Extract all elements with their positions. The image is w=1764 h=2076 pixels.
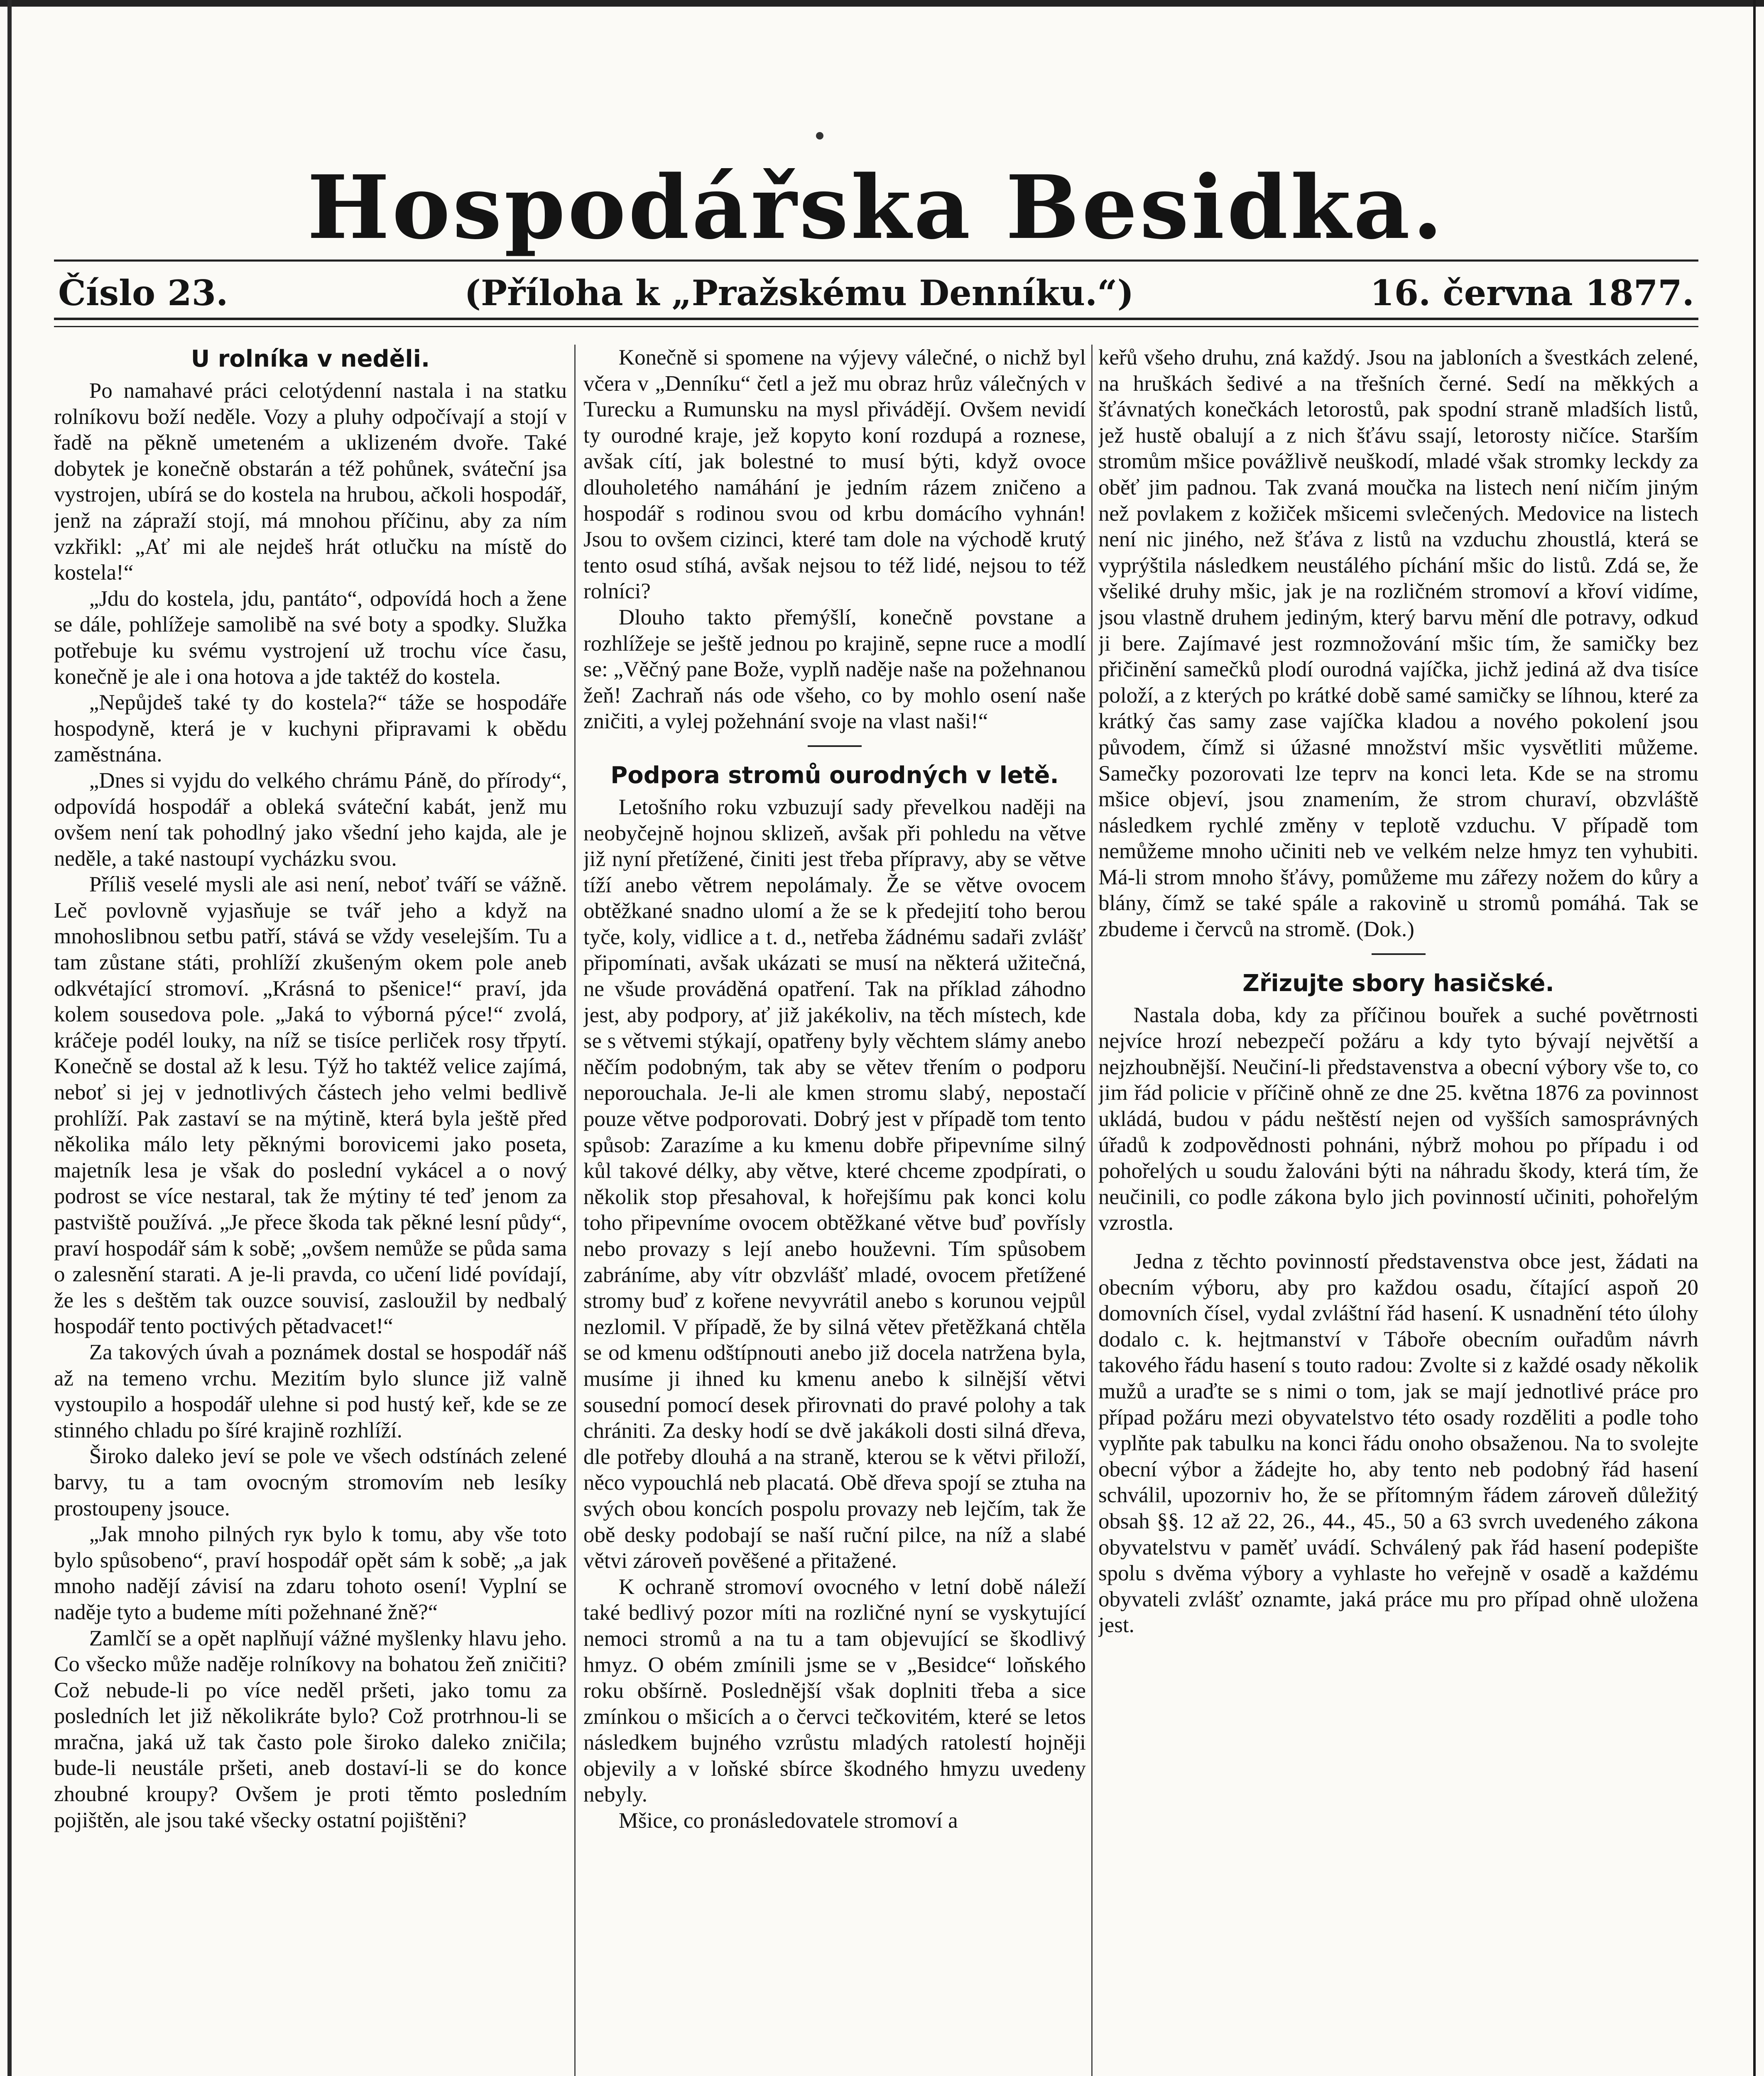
column-divider bbox=[1091, 345, 1093, 2076]
issue-number: Číslo 23. bbox=[58, 272, 228, 313]
paragraph: Konečně si spomene na výjevy válečné, o nichž byl včera v „Denníku“ četl a jež mu obraz hrůz válečných v Turecku a Rumunsku na mysl přivádějí. Ovšem nevidí ty ourodné kraje, jež kopyto koní rozdupá a roznese, avšak cítí, jak bolestné to musí býti, když ovoce dlouholetého namáhání je jedním rázem zničeno a hospodář s rodinou svou od krbu domácího vyhnán! Jsou to ovšem cizinci, které tam dole na východě krutý tento osud stíhá, avšak nejsou to též lidé, nejsou to též rolníci? bbox=[583, 345, 1086, 604]
column-2 bbox=[583, 345, 1086, 2076]
paragraph: Zamlčí se a opět naplňují vážné myšlenky hlavu jeho. Co všecko může naděje rolníkovy na bohatou žeň zničiti? Což nebude-li po více neděl pršeti, jako tomu za posledních let již několikráte bylo? Což protrhnou-li se mračna, jaká už tak často pole široko daleko zničila; bude-li neustále pršeti, aneb dostaví-li se do konce zhoubné kroupy? Ovšem je proti těmto posledním pojištěn, ale jsou také všecky ostatní pojištěni? bbox=[54, 1626, 567, 1832]
paragraph: Letošního roku vzbuzují sady převelkou naději na neobyčejně hojnou sklizeň, avšak při pohledu na větve již nyní přetížené, činiti jest třeba přípravy, aby se větve tíží anebo větrem nepolámaly. Že se větve ovocem obtěžkané snadno ulomí a že se k předejití toho berou tyče, koly, vidlice a t. d., netřeba žádnému sadaři zvlášť připomínati, avšak ukázati se musí na některá užitečná, ne všude prováděná opatření. Tak na příklad záhodno jest, aby podpory, ať již jakékoliv, na těch místech, kde se s větvemi stýkají, opatřeny byly věchtem slámy anebo něčím podobným, tak aby se větev třením o podporu neporouchala. Je-li ale kmen stromu slabý, nepostačí pouze větve podporovati. Dobrý jest v případě tom tento spůsob: Zarazíme a ku kmenu dobře připevníme silný kůl takové délky, aby větve, které chceme zpodpírati, o několik stop přesahoval, k hořejšímu pak konci kolu toho připevníme ovocem obtěžkané větve buď povřísly nebo provazy s lejí anebo houževni. Tím spůsobem zabráníme, aby vítr obzvlášť mladé, ovocem přetížené stromy buď z kořene nevyvrátil anebo s korunou vejpůl nezlomil. V případě, že by silná větev přetěžkaná chtěla se od kmenu odštípnouti anebo již docela natržena byla, musíme ji ihned ku kmenu anebo k silnější větvi sousední pomocí desek přirovnati do pravé polohy a tak chrániti. Za desky hodí se dvě jakákoli dosti silná dřeva, dle potřeby dlouhá a na straně, kterou se k větvi přiloží, něco vypouchlá neb placatá. Obě dřeva spojí se ztuha na svých obou koncích pospolu provazy neb lejčím, tak že obě desky podobají se naší ruční pilce, na níž a slabé větvi zároveň pověšené a přitažené. bbox=[583, 795, 1086, 1573]
article-title: U rolníka v neděli. bbox=[191, 345, 430, 372]
issue-date: 16. června 1877. bbox=[1370, 272, 1694, 313]
column-1 bbox=[54, 345, 567, 2076]
top-border bbox=[0, 0, 1764, 7]
left-border bbox=[7, 0, 12, 2076]
paragraph: Široko daleko jeví se pole ve všech odstínách zelené barvy, tu a tam ovocným stromovím neb lesíky prostoupeny jsouce. bbox=[54, 1444, 567, 1520]
article-title: Podpora stromů ourodných v letě. bbox=[610, 761, 1059, 789]
masthead-title: Hospodářska Besidka. bbox=[307, 156, 1446, 259]
paragraph: „Jdu do kostela, jdu, pantáto“, odpovídá hoch a žene se dále, pohlížeje samolibě na své boty a spodky. Služka potřebuje ku svému vystrojení už trochu více času, konečně je ale i ona hotova a jde taktéž do kostela. bbox=[54, 586, 567, 689]
column-3 bbox=[1098, 345, 1698, 2076]
paragraph: Po namahavé práci celotýdenní nastala i na statku rolníkovu boží neděle. Vozy a pluhy odpočívají a stojí v řadě na pěkně umeteném a uklizeném dvoře. Také dobytek je konečně obstarán a též pohůnek, sváteční jsa vystrojen, ubírá se do kostela na hrubou, ačkoli hospodář, jenž na zápraží stojí, má mnohou příčinu, aby za ním vzkřikl: „Ať mi ale nejdeš hrát otlučku na místě do kostela!“ bbox=[54, 379, 567, 585]
supplement-note: (Příloha k „Pražskému Denníku.“) bbox=[464, 272, 1134, 313]
paragraph-gap bbox=[1098, 1236, 1698, 1249]
paragraph: Jedna z těchto povinností představenstva obce jest, žádati na obecním výboru, aby pro každou osadu, čítající aspoň 20 domovních čísel, vydal zvláštní řád hasení. K usnadnění této úlohy dodalo c. k. hejtmanství v Táboře obecním ouřadům návrh takového řádu hasení s touto radou: Zvolte si z každé osady několik mužů a uraďte se s nimi o tom, jak se mají jednotlivé práce pro případ požáru mezi obyvatelstvo této osady rozděliti a podle toho vyplňte pak tabulku na konci řádu onoho obsaženou. Na to svolejte obecní výbor a žádejte ho, aby tento neb podobný řád hasení schválil, upozorniv ho, že se přítomným řádem zároveň důležitý obsah §§. 12 až 22, 26., 44., 45., 50 a 63 svrch uvedeného zákona obyvatelstvu v paměť uvádí. Schválený pak řád hasení podepište spolu s dvěma výbory a vyhlaste ho veřejně v osadě a každému obyvateli zvlášť oznamte, jaká práce mu pro případ ohně uložena jest. bbox=[1098, 1249, 1698, 1638]
section-separator bbox=[808, 745, 862, 747]
masthead-rule bbox=[54, 260, 1698, 262]
paragraph: „Jak mnoho pilných rук bylo k tomu, aby vše toto bylo spůsobeno“, praví hospodář opět sám k sobě; „a jak mnoho nadějí závisí na zdaru tohoto osení! Vyplní se naděje tyto a budeme míti požehnané žně?“ bbox=[54, 1522, 567, 1624]
section-separator bbox=[1372, 953, 1426, 955]
article-title: Zřizujte sbory hasičské. bbox=[1242, 969, 1554, 997]
right-border bbox=[1753, 0, 1756, 2076]
paragraph: Příliš veselé mysli ale asi není, neboť tváří se vážně. Leč povlovně vyjasňuje se tvář jeho a když na mnohoslibnou setbu patří, stává se vždy veselejším. Tu a tam zůstane státi, prohlíží zkušeným okem pole aneb odkvétající stromoví. „Krásná to pšenice!“ praví, jda kolem sousedova pole. „Jaká to výborná pýce!“ zvolá, kráčeje podél louky, na níž se tisíce perliček rosy třpytí. Konečně se dostal až k lesu. Týž ho taktéž velice zajímá, neboť si jej v jednotlivých částech jeho velmi bedlivě prohlíží. Pak zastaví se na mýtině, která byla ještě před několika málo lety pěknými borovicemi jako poseta, majetník lesa je však do poslední vykácel a o nový podrost se více nestaral, tak že mýtiny té teď jenom za pastviště používá. „Je přece škoda tak pěkné lesní půdy“, praví hospodář sám k sobě; „ovšem nemůže se půda sama o zalesnění starati. A je-li pravda, co učení lidé povídají, že les s deštěm tak ouzce souvisí, zasloužil by nedbalý hospodář tento poctivých pětadvacet!“ bbox=[54, 872, 567, 1339]
header-rule-thick bbox=[54, 318, 1698, 320]
paragraph: Nastala doba, kdy za příčinou bouřek a suché povětrnosti nejvíce hrozí nebezpečí požáru a kdy tyto bývají největší a nejzhoubnější. Neučiní-li představenstva a obecní výbory vše to, co jim řád policie v příčině ohně ze dne 25. května 1876 za povinnost ukládá, budou v pádu neštěstí nejen od vyšších samosprávných úřadů k zodpovědnosti pohnáni, nýbrž mohou po případu i od pohořelých u soudu žalováni býti na náhradu škody, která tím, že neučinili, co podle zákona bylo jich povinností učiniti, pohořelým vzrostla. bbox=[1098, 1003, 1698, 1235]
paragraph: Za takových úvah a poznámek dostal se hospodář náš až na temeno vrchu. Mezitím bylo slunce již valně vystoupilo a hospodář ulehne si pod hustý keř, kde se ze stinného chladu po šíré krajině rozhlíží. bbox=[54, 1340, 567, 1442]
paragraph: keřů všeho druhu, zná každý. Jsou na jabloních a švestkách zelené, na hruškách šedivé a na třešních černé. Sedí na měkkých a šťávnatých konečkách letorostů, pak spodní straně mladších listů, jež hustě obalují a z nich šťávu ssají, letorosty ničíce. Starším stromům mšice povážlivě neuškodí, mladé však stromky leckdy za oběť jim padnou. Tak zvaná moučka na listech není ničím jiným než povlakem z kožiček mšicemi svlečených. Medovice na listech není nic jiného, než šťáva z listů na vzduchu zhoustlá, která se vyprýštila následkem neustálého píchání mšic do listů. Zdá se, že všeliké druhy mšic, jak je na rozličném stromoví a křoví vidíme, jsou vlastně druhem jediným, který barvu mění dle potravy, odkud ji bere. Zajímavé jest rozmnožování mšic tím, že samičky bez přičinění samečků plodí ourodná vajíčka, jichž jediná až dva tisíce položí, a z kterých po krátké době samé samičky se líhnou, které za krátký čas samy zase vajíčka kladou a nového pokolení jsou původem, čímž si úžasné množství mšic vysvětliti můžeme. Samečky pozorovati lze teprv na konci leta. Kde se na stromu mšice objeví, jsou znamením, že strom churaví, obzvláště následkem rychlé změny v teplotě vzduchu. V případě tom nemůžeme mnoho učiniti neb ve velkém nelze hmyz ten vyhubiti. Má-li strom mnoho šťávy, pomůžeme mu zářezy nožem do kůry a blány, čímž se také spále a rakovině u stromů pomáhá. Tak se zbudeme i červců na stromě. (Dok.) bbox=[1098, 345, 1698, 942]
ink-dot bbox=[816, 132, 823, 140]
column-divider bbox=[574, 345, 576, 2076]
header-rule-thin bbox=[54, 326, 1698, 327]
paragraph: „Nepůjdeš také ty do kostela?“ táže se hospodáře hospodyně, která je v kuchyni připravami k obědu zaměstnána. bbox=[54, 690, 567, 767]
paragraph: K ochraně stromoví ovocného v letní době náleží také bedlivý pozor míti na rozličné nyní se vyskytující nemoci stromů a na tu a tam objevující se škodlivý hmyz. O obém zmínili jsme se v „Besidce“ loňského roku obšírně. Poslednější však doplniti třeba a sice zmínkou o mšicích a o červci tečkovitém, které se letos následkem bujného vzrůstu mladých ratolestí hojněji objevily a v loňské sbírce škodného hmyzu uvedeny nebyly. bbox=[583, 1574, 1086, 1807]
paragraph: Dlouho takto přemýšlí, konečně povstane a rozhlížeje se ještě jednou po krajině, sepne ruce a modlí se: „Věčný pane Bože, vyplň naděje naše na požehnanou žeň! Zachraň nás ode všeho, co by mohlo osení naše zničiti, a vylej požehnání svoje na vlast naši!“ bbox=[583, 605, 1086, 734]
paragraph: „Dnes si vyjdu do velkého chrámu Páně, do přírody“, odpovídá hospodář a obleká sváteční kabát, jenž mu ovšem není tak pohodlný jako všední jeho kajda, ale je neděle, a také nastoupí vycházku svou. bbox=[54, 768, 567, 871]
paragraph: Mšice, co pronásledovatele stromoví a bbox=[618, 1809, 958, 1833]
issue-line bbox=[58, 266, 1694, 320]
